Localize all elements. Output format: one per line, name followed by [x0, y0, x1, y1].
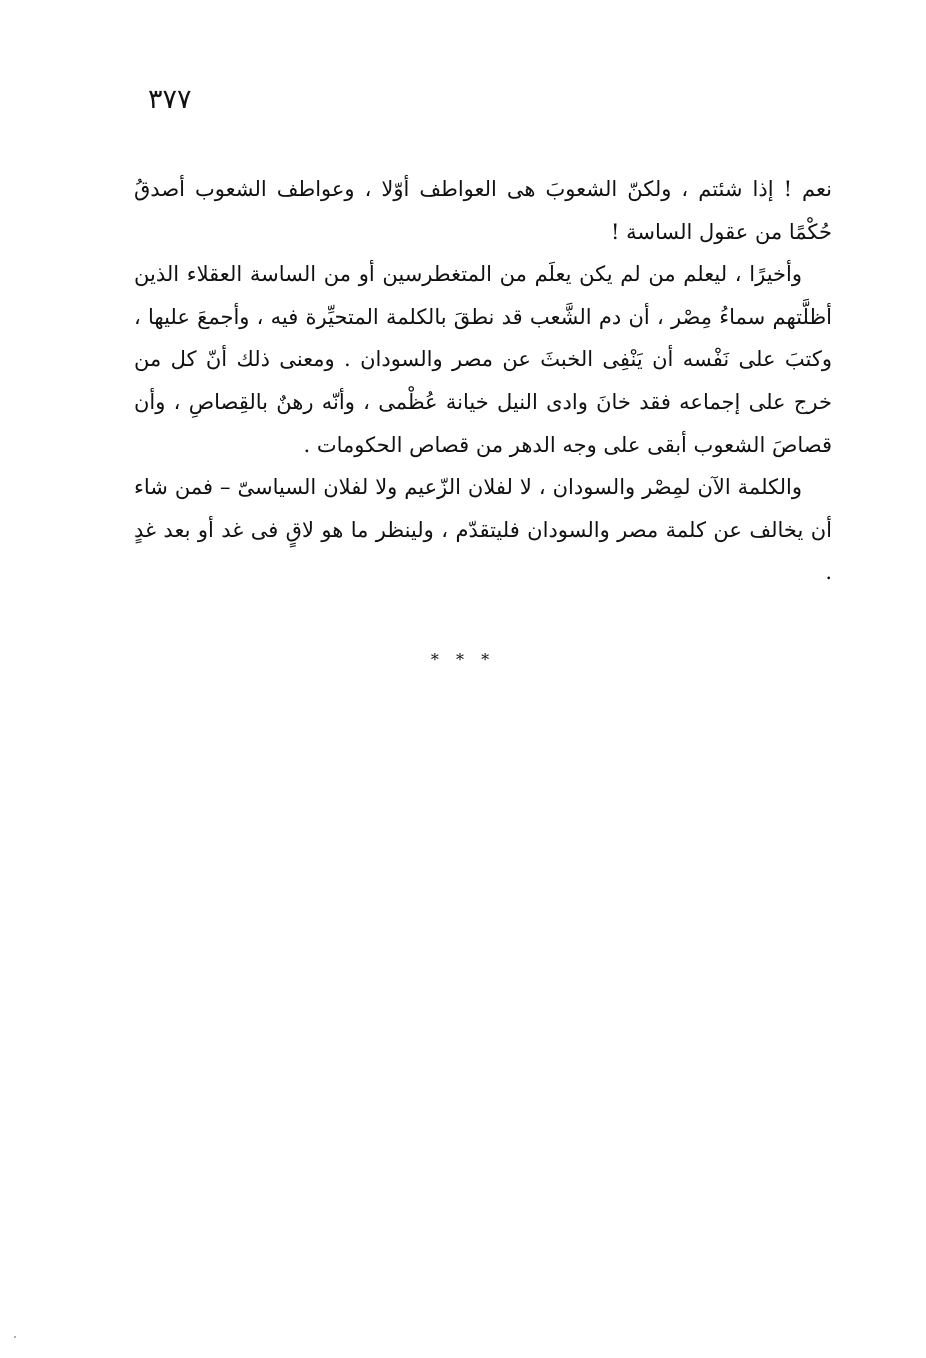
paragraph: نعم ! إذا شئتم ، ولكنّ الشعوبَ هى العواطف أوّلا ، وعواطف الشعوب أصدقُ حُكْمًا من عقول الساسة !	[134, 177, 832, 244]
body-text	[134, 168, 832, 594]
paragraph: وأخيرًا ، ليعلم من لم يكن يعلَم من المتغطرسين أو من الساسة العقلاء الذين أظلَّتهم سماءُ مِصْر ، أن دم الشَّعب قد نطقَ بالكلمة المتحيِّرة فيه ، وأجمعَ عليها ، وكتبَ على نَفْسه أن يَنْفِى الخبثَ عن مصر والسودان . ومعنى ذلك أنّ كل من خرج على إجماعه فقد خانَ وادى النيل خيانة عُظْمى ، وأنّه رهنٌ بالقِصاصِ ، وأن قصاصَ الشعوب أبقى على وجه الدهر من قصاص الحكومات .	[134, 262, 832, 457]
scan-speck	[14, 1336, 16, 1338]
page-number: ٣٧٧	[148, 84, 192, 115]
section-separator: * * *	[430, 650, 496, 669]
paragraph: والكلمة الآن لمِصْر والسودان ، لا لفلان الزّعيم ولا لفلان السياسىّ – فمن شاء أن يخالف عن كلمة مصر والسودان فليتقدّم ، ولينظر ما هو لاقٍ فى غد أو بعد غدٍ .	[134, 475, 832, 585]
